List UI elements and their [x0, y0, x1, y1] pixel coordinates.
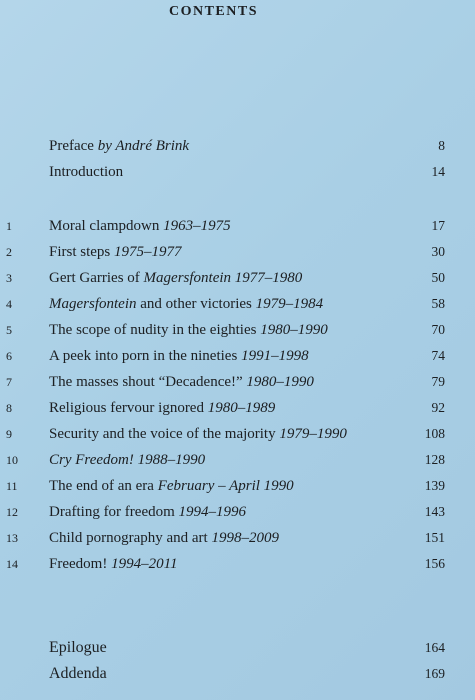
entry-title-part: 1980–1989 — [207, 400, 276, 416]
entry-title-part: 1998–2009 — [211, 530, 279, 546]
toc-entry — [0, 240, 475, 264]
entry-title-part: First steps — [49, 244, 115, 260]
entry-title — [49, 396, 275, 420]
chapter-number: 14 — [6, 557, 18, 571]
toc-entry — [0, 662, 475, 686]
chapter-number: 13 — [6, 531, 18, 545]
toc-entry — [0, 370, 475, 394]
chapter-number: 10 — [6, 453, 18, 467]
entry-title — [49, 344, 309, 368]
entry-page-number: 17 — [431, 218, 445, 233]
entry-title-part: Drafting for freedom — [49, 504, 179, 520]
entry-page-number: 70 — [431, 322, 445, 337]
entry-page-number: 74 — [431, 348, 445, 363]
chapter-number: 9 — [6, 427, 12, 441]
toc-entry — [0, 500, 475, 524]
entry-title — [49, 500, 246, 524]
entry-title-part: Cry Freedom! 1988–1990 — [49, 452, 206, 468]
toc-entry — [0, 318, 475, 342]
toc-entry — [0, 526, 475, 550]
entry-title-part: 1994–1996 — [178, 504, 247, 520]
entry-title — [49, 318, 328, 342]
chapter-number: 5 — [6, 323, 12, 337]
entry-title-part: by André Brink — [97, 138, 190, 154]
entry-page-number: 79 — [431, 374, 445, 389]
chapter-number: 8 — [6, 401, 12, 415]
entry-title-part: Security and the voice of the majority — [49, 426, 280, 442]
toc-entry — [0, 396, 475, 420]
entry-page-number: 151 — [424, 530, 445, 545]
entry-title — [49, 160, 123, 184]
entry-title — [49, 662, 107, 686]
toc-entry — [0, 344, 475, 368]
entry-title-part: The masses shout “Decadence!” — [49, 374, 247, 390]
entry-title — [49, 636, 107, 660]
entry-title — [49, 526, 279, 550]
entry-page-number: 156 — [424, 556, 445, 571]
toc-entry — [0, 636, 475, 660]
entry-title-part: The scope of nudity in the eighties — [49, 322, 261, 338]
entry-page-number: 143 — [424, 504, 445, 519]
toc-entry — [0, 214, 475, 238]
toc-entry — [0, 134, 475, 158]
chapter-number: 1 — [6, 219, 12, 233]
entry-title-part: 1991–1998 — [241, 348, 309, 364]
entry-page-number: 108 — [424, 426, 445, 441]
entry-title — [49, 134, 189, 158]
entry-title-part: Epilogue — [49, 639, 107, 656]
chapter-number: 12 — [6, 505, 18, 519]
entry-page-number: 164 — [424, 640, 445, 655]
entry-title — [49, 370, 314, 394]
entry-title-part: A peek into porn in the nineties — [49, 348, 242, 364]
entry-page-number: 50 — [431, 270, 445, 285]
entry-title — [49, 552, 177, 576]
entry-title — [49, 422, 347, 446]
entry-page-number: 139 — [424, 478, 445, 493]
entry-title-part: 1979–1984 — [255, 296, 324, 312]
entry-title-part: 1963–1975 — [163, 218, 231, 234]
entry-title — [49, 214, 231, 238]
entry-title-part: 1980–1990 — [246, 374, 314, 390]
toc-entry — [0, 474, 475, 498]
entry-title-part: Magersfontein 1977–1980 — [143, 270, 303, 286]
chapter-number: 7 — [6, 375, 12, 389]
entry-title — [49, 292, 323, 316]
toc-entry — [0, 266, 475, 290]
entry-title-part: Magersfontein — [49, 296, 137, 312]
entry-title-part: and other victories — [136, 296, 256, 312]
entry-title — [49, 474, 294, 498]
entry-page-number: 169 — [424, 666, 445, 681]
toc-entry — [0, 292, 475, 316]
chapter-number: 4 — [6, 297, 12, 311]
entry-title-part: Religious fervour ignored — [49, 400, 208, 416]
entry-page-number: 92 — [431, 400, 445, 415]
entry-page-number: 58 — [431, 296, 445, 311]
chapter-number: 11 — [6, 479, 18, 493]
entry-title-part: Addenda — [49, 665, 107, 682]
toc-entry — [0, 552, 475, 576]
entry-page-number: 8 — [438, 138, 445, 153]
page-title-text: CONTENTS — [168, 4, 259, 19]
entry-title — [49, 240, 182, 264]
chapter-number: 2 — [6, 245, 12, 259]
entry-title-part: 1980–1990 — [260, 322, 328, 338]
entry-title-part: Preface — [49, 138, 98, 154]
toc-entry — [0, 160, 475, 184]
chapter-number: 6 — [6, 349, 12, 363]
entry-title-part: 1979–1990 — [279, 426, 347, 442]
entry-title-part: The end of an era — [49, 478, 158, 494]
entry-page-number: 128 — [424, 452, 445, 467]
entry-title-part: Freedom! — [49, 556, 112, 572]
entry-page-number: 14 — [431, 164, 445, 179]
toc-entry — [0, 448, 475, 472]
entry-title-part: Child pornography and art — [49, 530, 212, 546]
entry-title — [49, 448, 205, 472]
entry-title-part: 1994–2011 — [111, 556, 178, 572]
entry-title-part: Gert Garries of — [49, 270, 144, 286]
entry-title-part: Moral clampdown — [49, 218, 164, 234]
page-title — [0, 4, 475, 20]
toc-entry — [0, 422, 475, 446]
entry-page-number: 30 — [431, 244, 445, 259]
entry-title-part: February – April 1990 — [157, 478, 294, 494]
entry-title-part: Introduction — [49, 164, 124, 180]
entry-title — [49, 266, 302, 290]
entry-title-part: 1975–1977 — [114, 244, 182, 260]
chapter-number: 3 — [6, 271, 12, 285]
